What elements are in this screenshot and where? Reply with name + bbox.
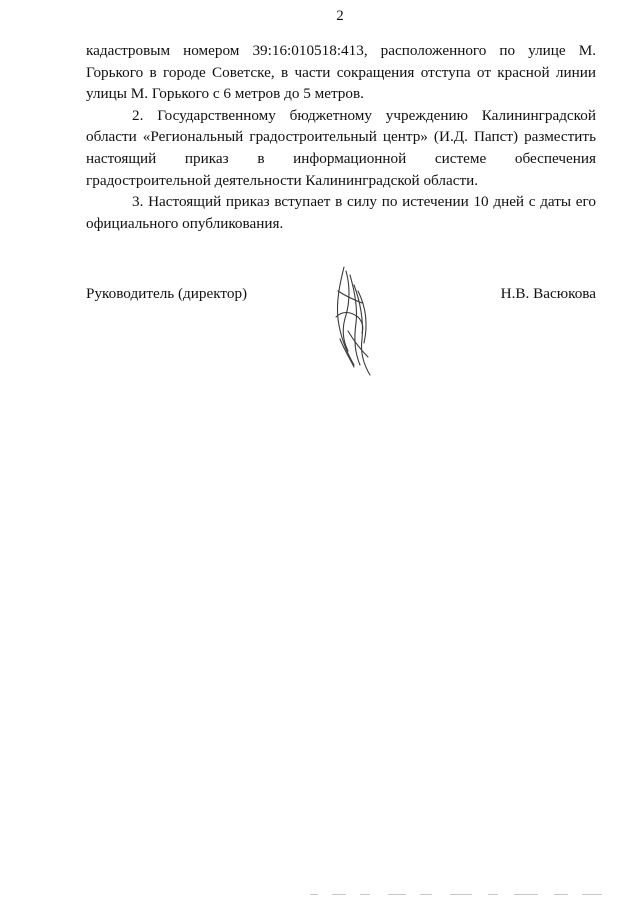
paragraph-item-2: 2. Государственному бюджетному учреждению Калининградской области «Региональный градостроительный центр» (И.Д. Папст) разместить настоящий приказ в информационной системе обеспечения градостроительной деятельности Калининградской области. [86,106,596,189]
handwritten-signature-icon [324,261,384,381]
signatory-title: Руководитель (директор) [86,285,248,302]
signature-block [86,285,596,395]
page-number: 2 [336,8,344,24]
paragraph-continuation: кадастровым номером 39:16:010518:413, расположенного по улице М. Горького в городе Советске, в части сокращения отступа от красной линии улицы М. Горького с 6 метров до 5 метров. [86,42,596,103]
paragraph-item-3: 3. Настоящий приказ вступает в силу по истечении 10 дней с даты его официального опубликования. [86,193,596,232]
scan-artifact [310,893,610,897]
document-body [86,40,596,234]
signatory-name: Н.В. Васюкова [500,285,596,302]
